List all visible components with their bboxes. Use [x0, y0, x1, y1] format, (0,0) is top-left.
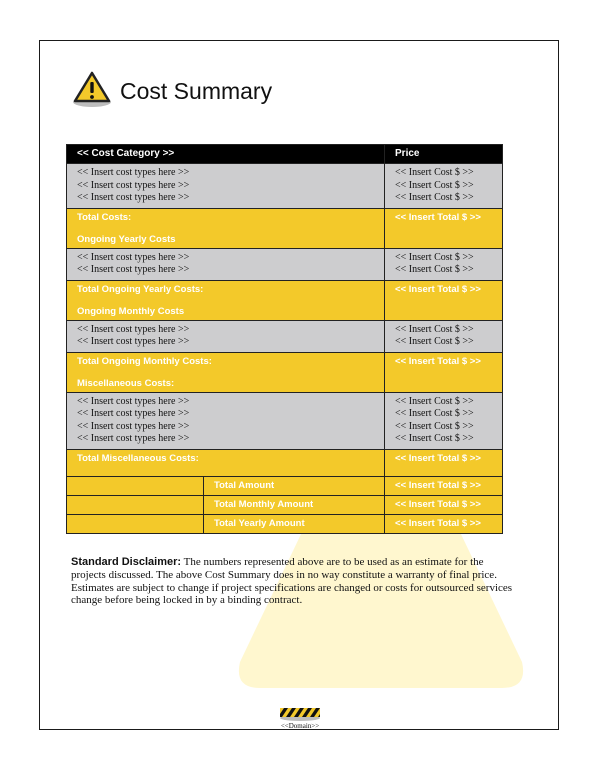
amount-value: << Insert Total $ >> — [385, 476, 503, 495]
cost-price-item: << Insert Cost $ >> — [395, 179, 474, 191]
cost-type-item: << Insert cost types here >> — [77, 179, 190, 191]
cost-type-item: << Insert cost types here >> — [77, 264, 190, 275]
cost-items-cell — [67, 164, 385, 209]
section-total-value: << Insert Total $ >> — [385, 280, 503, 320]
cost-type-item: << Insert cost types here >> — [77, 420, 190, 432]
cost-price-item: << Insert Cost $ >> — [395, 251, 474, 263]
disclaimer — [71, 556, 521, 607]
footer-domain: <<Domain>> — [280, 722, 320, 730]
amount-empty-cell — [67, 495, 204, 514]
section-total-label: Total Miscellaneous Costs: — [77, 452, 199, 464]
cost-prices-cell — [385, 320, 503, 352]
cost-price-item: << Insert Cost $ >> — [395, 336, 474, 347]
header-price: Price — [385, 145, 503, 164]
amount-label: Total Yearly Amount — [204, 514, 385, 533]
disclaimer-heading: Standard Disclaimer: — [71, 556, 182, 568]
cost-type-item: << Insert cost types here >> — [77, 408, 190, 419]
section-total-label-cell — [67, 280, 385, 320]
section-total-row — [67, 449, 503, 476]
warning-icon — [72, 70, 112, 108]
next-section-heading: Ongoing Yearly Costs — [77, 233, 176, 245]
section-total-value: << Insert Total $ >> — [385, 352, 503, 392]
cost-type-item: << Insert cost types here >> — [77, 336, 190, 347]
cost-prices-cell — [385, 164, 503, 209]
section-total-row — [67, 280, 503, 320]
amount-label: Total Amount — [204, 476, 385, 495]
section-total-label: Total Ongoing Yearly Costs: — [77, 283, 204, 295]
cost-price-item: << Insert Cost $ >> — [395, 395, 474, 407]
cost-price-item: << Insert Cost $ >> — [395, 433, 474, 444]
amount-value: << Insert Total $ >> — [385, 514, 503, 533]
cost-type-item: << Insert cost types here >> — [77, 192, 190, 203]
cost-type-item: << Insert cost types here >> — [77, 433, 190, 444]
section-total-row — [67, 352, 503, 392]
amount-empty-cell — [67, 476, 204, 495]
table-header-row — [67, 145, 503, 164]
section-total-row — [67, 208, 503, 248]
cost-items-row — [67, 392, 503, 449]
cost-items-row — [67, 164, 503, 209]
disclaimer-text: The numbers represented above are to be used as an estimate for the projects discussed. The above Cost Summary does in no way constitute a warranty of final price. Estimates are subject to change if project specifications are changed or costs for outsourced services change before being locked in by a binding contract. — [71, 556, 513, 607]
amount-row — [67, 514, 503, 533]
cost-prices-cell — [385, 248, 503, 280]
cost-type-item: << Insert cost types here >> — [77, 395, 190, 407]
section-total-label: Total Ongoing Monthly Costs: — [77, 355, 212, 367]
cost-price-item: << Insert Cost $ >> — [395, 323, 474, 335]
section-total-label-cell — [67, 449, 385, 476]
section-total-value: << Insert Total $ >> — [385, 208, 503, 248]
cost-items-cell — [67, 320, 385, 352]
section-total-value: << Insert Total $ >> — [385, 449, 503, 476]
cost-table — [66, 144, 503, 534]
cost-type-item: << Insert cost types here >> — [77, 251, 190, 263]
amount-label: Total Monthly Amount — [204, 495, 385, 514]
cost-items-row — [67, 248, 503, 280]
cost-items-cell — [67, 392, 385, 449]
cost-type-item: << Insert cost types here >> — [77, 323, 190, 335]
cost-price-item: << Insert Cost $ >> — [395, 264, 474, 275]
next-section-heading: Miscellaneous Costs: — [77, 377, 175, 389]
cost-items-cell — [67, 248, 385, 280]
cost-items-row — [67, 320, 503, 352]
next-section-heading: Ongoing Monthly Costs — [77, 305, 185, 317]
cost-price-item: << Insert Cost $ >> — [395, 192, 474, 203]
cost-price-item: << Insert Cost $ >> — [395, 420, 474, 432]
cost-price-item: << Insert Cost $ >> — [395, 167, 474, 178]
amount-value: << Insert Total $ >> — [385, 495, 503, 514]
page-title: Cost Summary — [120, 78, 273, 104]
cost-prices-cell — [385, 392, 503, 449]
amount-empty-cell — [67, 514, 204, 533]
amount-row — [67, 476, 503, 495]
hazard-stripe-logo — [278, 707, 322, 721]
cost-type-item: << Insert cost types here >> — [77, 167, 190, 178]
header-cost-category: << Cost Category >> — [67, 145, 385, 164]
cost-price-item: << Insert Cost $ >> — [395, 408, 474, 419]
section-total-label: Total Costs: — [77, 211, 132, 223]
section-total-label-cell — [67, 208, 385, 248]
section-total-label-cell — [67, 352, 385, 392]
amount-row — [67, 495, 503, 514]
